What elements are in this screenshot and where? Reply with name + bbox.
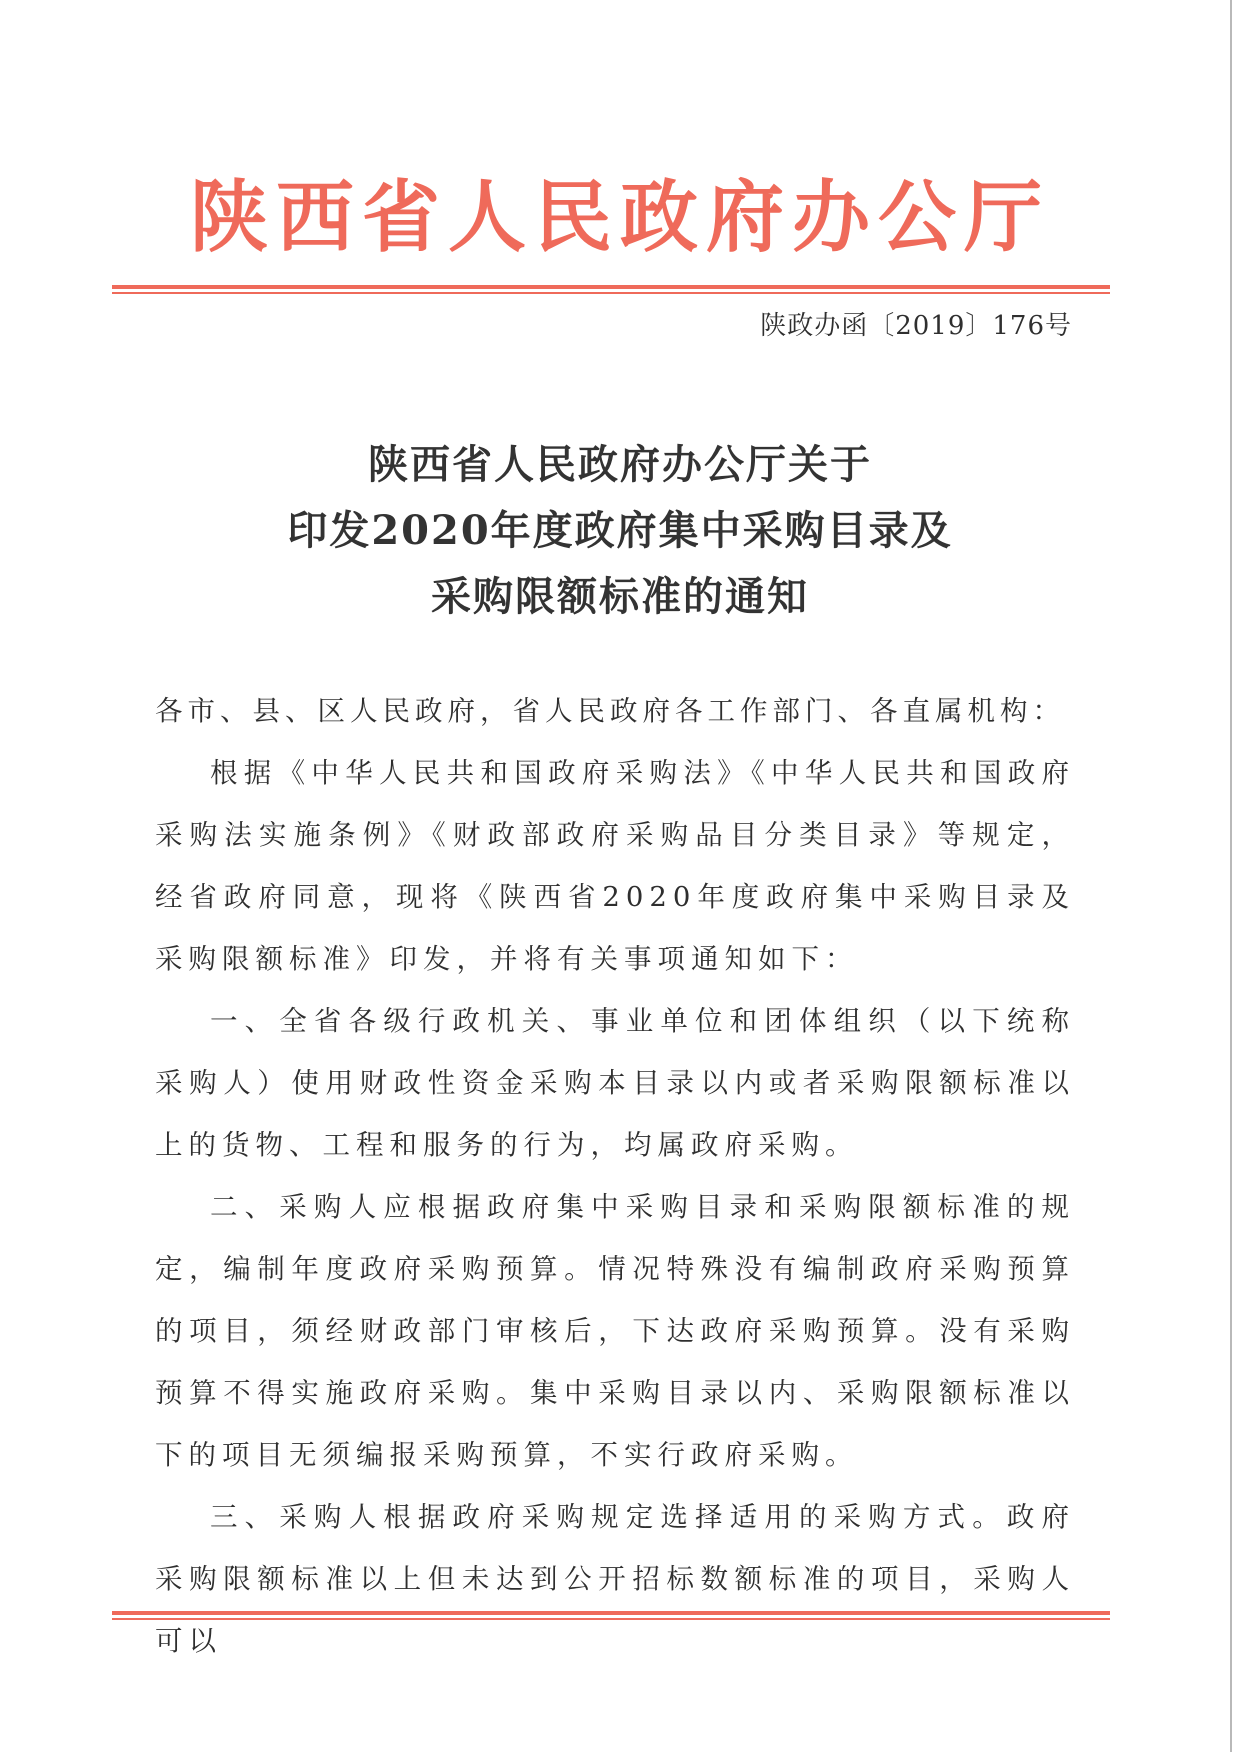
document-title — [0, 432, 1240, 630]
issuer-masthead: 陕西省人民政府办公厅 — [189, 172, 1050, 263]
document-body — [155, 680, 1075, 1672]
footer-red-rule-thick — [112, 1611, 1110, 1615]
body-paragraph: 三、采购人根据政府采购规定选择适用的采购方式。政府采购限额标准以上但未达到公开招标数额标准的项目，采购人可以 — [155, 1501, 1075, 1657]
footer-red-rule — [112, 1611, 1110, 1620]
header-red-rule-thin — [112, 292, 1110, 294]
title-line-2: 印发2020年度政府集中采购目录及 — [287, 507, 953, 554]
body-paragraph: 二、采购人应根据政府集中采购目录和采购限额标准的规定，编制年度政府采购预算。情况特殊没有编制政府采购预算的项目，须经财政部门审核后，下达政府采购预算。没有采购预算不得实施政府采购。集中采购目录以内、采购限额标准以下的项目无须编报采购预算，不实行政府采购。 — [155, 1191, 1075, 1471]
salutation: 各市、县、区人民政府，省人民政府各工作部门、各直属机构： — [155, 695, 1065, 727]
body-paragraph: 根据《中华人民共和国政府采购法》《中华人民共和国政府采购法实施条例》《财政部政府采购品目分类目录》等规定，经省政府同意，现将《陕西省2020年度政府集中采购目录及采购限额标准》印发，并将有关事项通知如下： — [155, 757, 1075, 975]
header-red-rule — [112, 285, 1110, 294]
title-line-3: 采购限额标准的通知 — [431, 573, 809, 620]
header-red-rule-thick — [112, 285, 1110, 289]
document-number: 陕政办函〔2019〕176号 — [760, 311, 1072, 341]
body-paragraph: 一、全省各级行政机关、事业单位和团体组织（以下统称采购人）使用财政性资金采购本目录以内或者采购限额标准以上的货物、工程和服务的行为，均属政府采购。 — [155, 1005, 1075, 1161]
footer-red-rule-thin — [112, 1618, 1110, 1620]
title-line-1: 陕西省人民政府办公厅关于 — [368, 441, 872, 488]
